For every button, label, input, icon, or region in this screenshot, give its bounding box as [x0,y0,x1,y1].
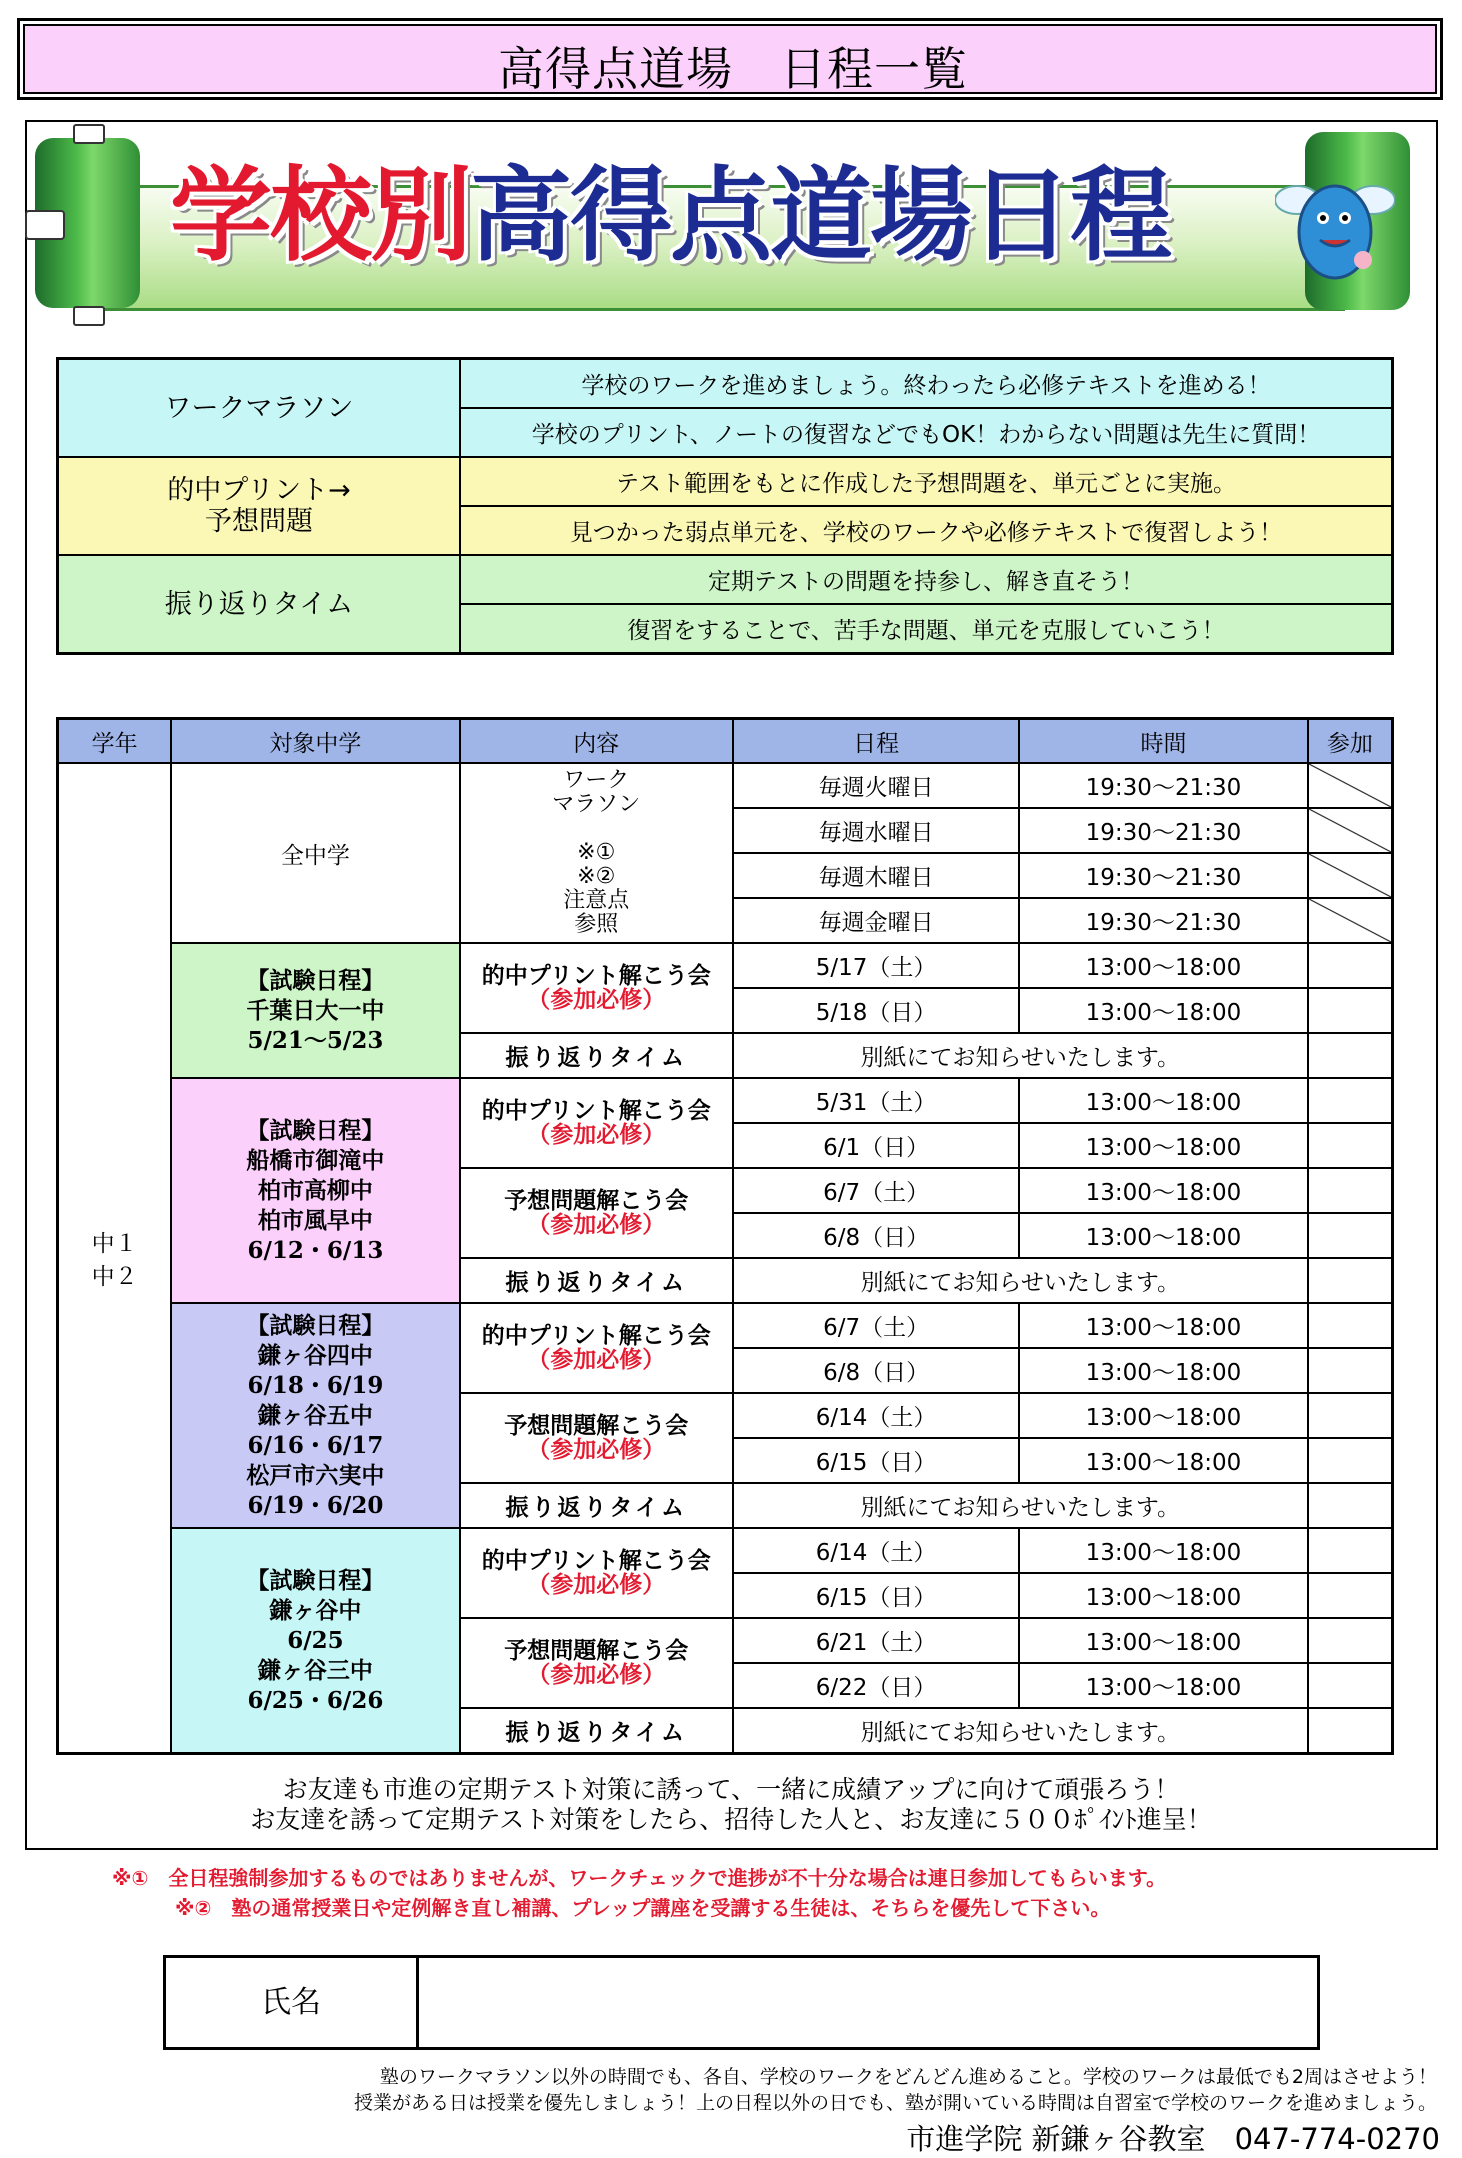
col-header-school: 対象中学 [171,719,459,764]
school-line: 【試験日程】 [246,1566,385,1594]
content-furikaeri: 振り返りタイム [460,1708,733,1754]
name-field[interactable] [419,1958,1317,2047]
name-label: 氏名 [166,1958,419,2047]
content-line: 予想問題解こう会 [504,1187,689,1214]
betsushi-cell: 別紙にてお知らせいたします。 [733,1258,1308,1303]
content-tekichu [460,1078,733,1168]
betsushi-cell: 別紙にてお知らせいたします。 [733,1033,1308,1078]
join-checkbox-disabled [1308,853,1393,898]
date-cell: 毎週木曜日 [733,853,1019,898]
school-cell-group-2 [171,1078,459,1303]
invite-line-2: お友達を誘って定期テスト対策をしたら、招待した人と、お友達に５００ﾎﾟｲﾝﾄ進呈！ [250,1805,1212,1834]
page-title: 高得点道場 日程一覧 [498,42,968,96]
join-checkbox[interactable] [1308,1168,1393,1213]
time-cell: 13:00〜18:00 [1019,943,1307,988]
info-text: 学校のワークを進めましょう。終わったら必修テキストを進める！ [460,359,1393,409]
info-label-work-marathon: ワークマラソン [58,359,461,458]
join-checkbox[interactable] [1308,1618,1393,1663]
footer-line-1: 塾のワークマラソン以外の時間でも、各自、学校のワークをどんどん進めること。学校のワークは最低でも2周はさせよう！ [379,2066,1437,2088]
school-cell-group-1 [171,943,459,1078]
table-row [58,1303,1393,1348]
date-cell: 6/8（日） [733,1348,1019,1393]
time-cell: 19:30〜21:30 [1019,763,1307,808]
date-cell: 5/17（土） [733,943,1019,988]
school-line: 6/25 [287,1626,344,1654]
schedule-table [56,717,1394,1755]
content-line: ※② [577,864,616,889]
join-checkbox[interactable] [1308,1438,1393,1483]
join-checkbox[interactable] [1308,943,1393,988]
info-text: 学校のプリント、ノートの復習などでもOK！わからない問題は先生に質問！ [460,408,1393,457]
time-cell: 13:00〜18:00 [1019,988,1307,1033]
content-yosou [460,1168,733,1258]
join-checkbox-disabled [1308,898,1393,943]
time-cell: 13:00〜18:00 [1019,1528,1307,1573]
col-header-grade: 学年 [58,719,172,764]
info-label-furikaeri: 振り返りタイム [58,555,461,654]
join-checkbox-disabled [1308,808,1393,853]
table-row [58,1078,1393,1123]
date-cell: 毎週火曜日 [733,763,1019,808]
join-checkbox[interactable] [1308,1258,1393,1303]
info-label-tekichu [58,457,461,555]
join-checkbox[interactable] [1308,988,1393,1033]
school-line: 5/21〜5/23 [247,1026,384,1054]
date-cell: 5/18（日） [733,988,1019,1033]
school-line: 千葉日大一中 [246,996,385,1024]
join-checkbox[interactable] [1308,1663,1393,1708]
info-label-line: 予想問題 [205,506,313,537]
content-tekichu [460,943,733,1033]
info-text: 定期テストの問題を持参し、解き直そう！ [460,555,1393,604]
content-furikaeri: 振り返りタイム [460,1258,733,1303]
content-line: 的中プリント解こう会 [481,1322,711,1349]
school-line: 松戸市六実中 [246,1461,385,1489]
school-line: 【試験日程】 [246,1116,385,1144]
time-cell: 19:30〜21:30 [1019,898,1307,943]
school-name: 市進学院 新鎌ヶ谷教室 047-774-0270 [906,2122,1440,2156]
content-line: 的中プリント解こう会 [481,962,711,989]
time-cell: 13:00〜18:00 [1019,1348,1307,1393]
required-label: （参加必修） [527,1571,666,1598]
date-cell: 毎週水曜日 [733,808,1019,853]
info-text: 見つかった弱点単元を、学校のワークや必修テキストで復習しよう！ [460,506,1393,555]
grade-label: 中１ [91,1231,138,1257]
time-cell: 13:00〜18:00 [1019,1618,1307,1663]
name-box [163,1955,1320,2050]
school-line: 6/19・6/20 [247,1491,384,1519]
date-cell: 6/15（日） [733,1438,1019,1483]
date-cell: 6/22（日） [733,1663,1019,1708]
join-checkbox[interactable] [1308,1123,1393,1168]
school-line: 鎌ヶ谷五中 [257,1401,373,1429]
time-cell: 13:00〜18:00 [1019,1573,1307,1618]
header-bar [17,18,1443,100]
join-checkbox-disabled [1308,763,1393,808]
join-checkbox[interactable] [1308,1393,1393,1438]
content-line: 的中プリント解こう会 [481,1547,711,1574]
school-line: 6/16・6/17 [247,1431,384,1459]
banner-title-red: 学校別 [170,156,470,276]
date-cell: 6/21（土） [733,1618,1019,1663]
date-cell: 6/14（土） [733,1393,1019,1438]
date-cell: 6/7（土） [733,1303,1019,1348]
content-work-marathon [460,763,733,943]
content-line: ワーク [563,768,630,793]
content-tekichu [460,1303,733,1393]
grade-cell [58,763,172,1754]
banner-title-blue: 高得点道場日程 [470,156,1170,276]
table-row [58,943,1393,988]
join-checkbox[interactable] [1308,1573,1393,1618]
school-line: 柏市風早中 [257,1206,373,1234]
date-cell: 毎週金曜日 [733,898,1019,943]
required-label: （参加必修） [527,1121,666,1148]
time-cell: 13:00〜18:00 [1019,1078,1307,1123]
required-label: （参加必修） [527,1346,666,1373]
content-furikaeri: 振り返りタイム [460,1033,733,1078]
join-checkbox[interactable] [1308,1708,1393,1754]
date-cell: 6/8（日） [733,1213,1019,1258]
content-line: 的中プリント解こう会 [481,1097,711,1124]
scroll-roll-left [35,138,140,308]
info-table [56,357,1394,655]
schedule-header-row [58,719,1393,764]
school-cell-all: 全中学 [171,763,459,943]
content-line: ※① [577,840,616,865]
school-line: 6/12・6/13 [247,1236,384,1264]
content-line: 注意点 [563,888,630,913]
join-checkbox[interactable] [1308,1483,1393,1528]
invite-line-1: お友達も市進の定期テスト対策に誘って、一緒に成績アップに向けて頑張ろう！ [282,1775,1180,1804]
time-cell: 13:00〜18:00 [1019,1168,1307,1213]
note-1: ※① 全日程強制参加するものではありませんが、ワークチェックで進捗が不十分な場合は連日参加してもらいます。 [112,1866,1167,1890]
school-line: 6/25・6/26 [247,1686,384,1714]
join-checkbox[interactable] [1308,1348,1393,1393]
time-cell: 13:00〜18:00 [1019,1303,1307,1348]
content-furikaeri: 振り返りタイム [460,1483,733,1528]
required-label: （参加必修） [527,1436,666,1463]
content-line: 予想問題解こう会 [504,1637,689,1664]
time-cell: 13:00〜18:00 [1019,1438,1307,1483]
join-checkbox[interactable] [1308,1078,1393,1123]
content-line: 参照 [574,912,619,937]
school-cell-group-4 [171,1528,459,1754]
school-line: 6/18・6/19 [247,1371,384,1399]
required-label: （参加必修） [527,1211,666,1238]
school-line: 船橋市御滝中 [246,1146,385,1174]
col-header-date: 日程 [733,719,1019,764]
banner-title [170,156,1220,276]
col-header-join: 参加 [1308,719,1393,764]
join-checkbox[interactable] [1308,1528,1393,1573]
time-cell: 13:00〜18:00 [1019,1123,1307,1168]
school-line: 【試験日程】 [246,1311,385,1339]
time-cell: 19:30〜21:30 [1019,808,1307,853]
school-line: 【試験日程】 [246,966,385,994]
required-label: （参加必修） [527,1661,666,1688]
school-line: 鎌ヶ谷四中 [257,1341,373,1369]
content-yosou [460,1618,733,1708]
content-yosou [460,1393,733,1483]
mascot-illustration [1275,160,1395,290]
required-label: （参加必修） [527,986,666,1013]
time-cell: 13:00〜18:00 [1019,1393,1307,1438]
time-cell: 13:00〜18:00 [1019,1213,1307,1258]
school-line: 鎌ヶ谷中 [269,1596,362,1624]
betsushi-cell: 別紙にてお知らせいたします。 [733,1708,1308,1754]
join-checkbox[interactable] [1308,1213,1393,1258]
content-tekichu [460,1528,733,1618]
school-cell-group-3 [171,1303,459,1528]
date-cell: 6/15（日） [733,1573,1019,1618]
date-cell: 6/14（土） [733,1528,1019,1573]
footer-line-2: 授業がある日は授業を優先しましょう！上の日程以外の日でも、塾が開いている時間は自習室で学校のワークを進めましょう。 [353,2092,1437,2114]
content-line: マラソン [552,792,641,817]
school-line: 鎌ヶ谷三中 [257,1656,373,1684]
date-cell: 6/1（日） [733,1123,1019,1168]
date-cell: 6/7（土） [733,1168,1019,1213]
join-checkbox[interactable] [1308,1033,1393,1078]
date-cell: 5/31（土） [733,1078,1019,1123]
time-cell: 19:30〜21:30 [1019,853,1307,898]
grade-label: 中２ [91,1264,138,1290]
time-cell: 13:00〜18:00 [1019,1663,1307,1708]
table-row [58,763,1393,808]
note-2: ※② 塾の通常授業日や定例解き直し補講、プレップ講座を受講する生徒は、そちらを優先して下さい。 [175,1896,1111,1920]
school-line: 柏市高柳中 [257,1176,373,1204]
betsushi-cell: 別紙にてお知らせいたします。 [733,1483,1308,1528]
col-header-content: 内容 [460,719,733,764]
info-label-line: 的中プリント→ [167,475,351,506]
info-text: テスト範囲をもとに作成した予想問題を、単元ごとに実施。 [460,457,1393,506]
col-header-time: 時間 [1019,719,1307,764]
join-checkbox[interactable] [1308,1303,1393,1348]
info-text: 復習をすることで、苦手な問題、単元を克服していこう！ [460,604,1393,654]
table-row [58,1528,1393,1573]
content-line: 予想問題解こう会 [504,1412,689,1439]
